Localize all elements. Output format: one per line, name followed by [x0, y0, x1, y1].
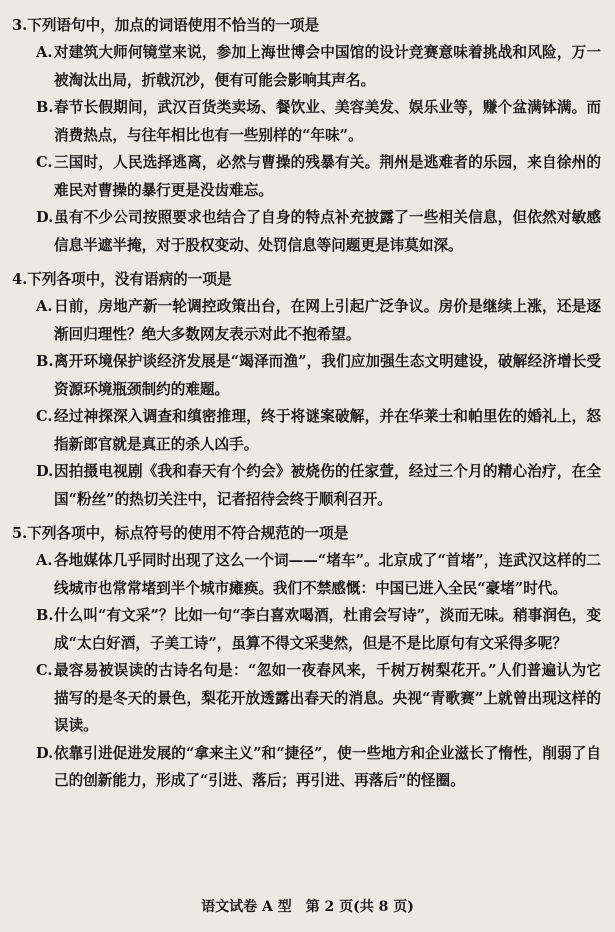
option-text: 春节长假期间，武汉百货类卖场、餐饮业、美容美发、娱乐业等，赚个盆满钵满。而消费热点，与往年相比也有一些别样的“年味”。 [54, 99, 601, 144]
option-text: 三国时，人民选择逃离，必然与曹操的残暴有关。荆州是逃难者的乐园，来自徐州的难民对曹操的暴行更是没齿难忘。 [54, 154, 601, 199]
option-letter: D. [36, 209, 54, 226]
answer-option [36, 403, 601, 458]
answer-option [36, 657, 601, 740]
option-text: 经过神探深入调查和缜密推理，终于将谜案破解，并在华莱士和帕里佐的婚礼上，怒指新郎官就是真正的杀人凶手。 [54, 408, 601, 453]
question-stem: 3.下列语句中，加点的词语使用不恰当的一项是 [12, 17, 320, 34]
option-text: 日前，房地产新一轮调控政策出台，在网上引起广泛争议。房价是继续上涨，还是逐渐回归理性？绝大多数网友表示对此不抱希望。 [54, 298, 601, 343]
answer-option [36, 602, 601, 657]
question-block [10, 12, 601, 259]
option-text: 什么叫“有文采”？比如一句“李白喜欢喝酒，杜甫会写诗”，淡而无味。稍事润色，变成“太白好酒，子美工诗”，虽算不得文采斐然，但是不是比原句有文采得多呢？ [54, 607, 601, 652]
option-letter: B. [36, 99, 54, 116]
option-letter: C. [36, 154, 53, 171]
option-text: 因拍摄电视剧《我和春天有个约会》被烧伤的任家萱，经过三个月的精心治疗，在全国“粉丝”的热切关注中，记者招待会终于顺利召开。 [54, 463, 601, 508]
answer-option [36, 293, 601, 348]
answer-option [36, 547, 601, 602]
answer-option [36, 149, 601, 204]
question-block [10, 520, 601, 795]
option-letter: A. [36, 44, 53, 61]
option-letter: B. [36, 353, 54, 370]
answer-option [36, 348, 601, 403]
answer-option [36, 740, 601, 795]
answer-option [36, 39, 601, 94]
option-letter: A. [36, 552, 53, 569]
question-stem: 4.下列各项中，没有语病的一项是 [12, 271, 232, 288]
option-text: 离开环境保护谈经济发展是“竭泽而渔”，我们应加强生态文明建设，破解经济增长受资源环境瓶颈制约的难题。 [54, 353, 601, 398]
question-block [10, 266, 601, 513]
option-letter: A. [36, 298, 53, 315]
answer-option [36, 204, 601, 259]
option-letter: D. [36, 463, 54, 480]
option-text: 虽有不少公司按照要求也结合了自身的特点补充披露了一些相关信息，但依然对敏感信息半遮半掩，对于股权变动、处罚信息等问题更是讳莫如深。 [54, 209, 601, 254]
option-text: 依靠引进促进发展的“拿来主义”和“捷径”，使一些地方和企业滋长了惰性，削弱了自己的创新能力，形成了“引进、落后；再引进、再落后”的怪圈。 [54, 744, 601, 789]
option-letter: D. [36, 744, 54, 762]
option-letter: B. [36, 607, 54, 624]
question-stem: 5.下列各项中，标点符号的使用不符合规范的一项是 [12, 525, 349, 542]
option-text: 对建筑大师何镜堂来说，参加上海世博会中国馆的设计竞赛意味着挑战和风险，万一被淘汰出局，折戟沉沙，便有可能会影响其声名。 [54, 44, 601, 89]
option-letter: C. [36, 408, 53, 425]
question-list [10, 12, 601, 795]
answer-option [36, 94, 601, 149]
answer-option [36, 458, 601, 513]
option-text: 各地媒体几乎同时出现了这么一个词——“堵车”。北京成了“首堵”，连武汉这样的二线城市也常常堵到半个城市瘫痪。我们不禁感慨：中国已进入全民“豪堵”时代。 [54, 552, 601, 597]
page-footer: 语文试卷 A 型 第 2 页(共 8 页) [201, 899, 414, 915]
option-text: 最容易被误读的古诗名句是：“忽如一夜春风来，千树万树梨花开。”人们普遍认为它描写的是冬天的景色，梨花开放透露出春天的消息。央视“青歌赛”上就曾出现这样的误读。 [54, 662, 601, 734]
option-letter: C. [36, 662, 53, 679]
